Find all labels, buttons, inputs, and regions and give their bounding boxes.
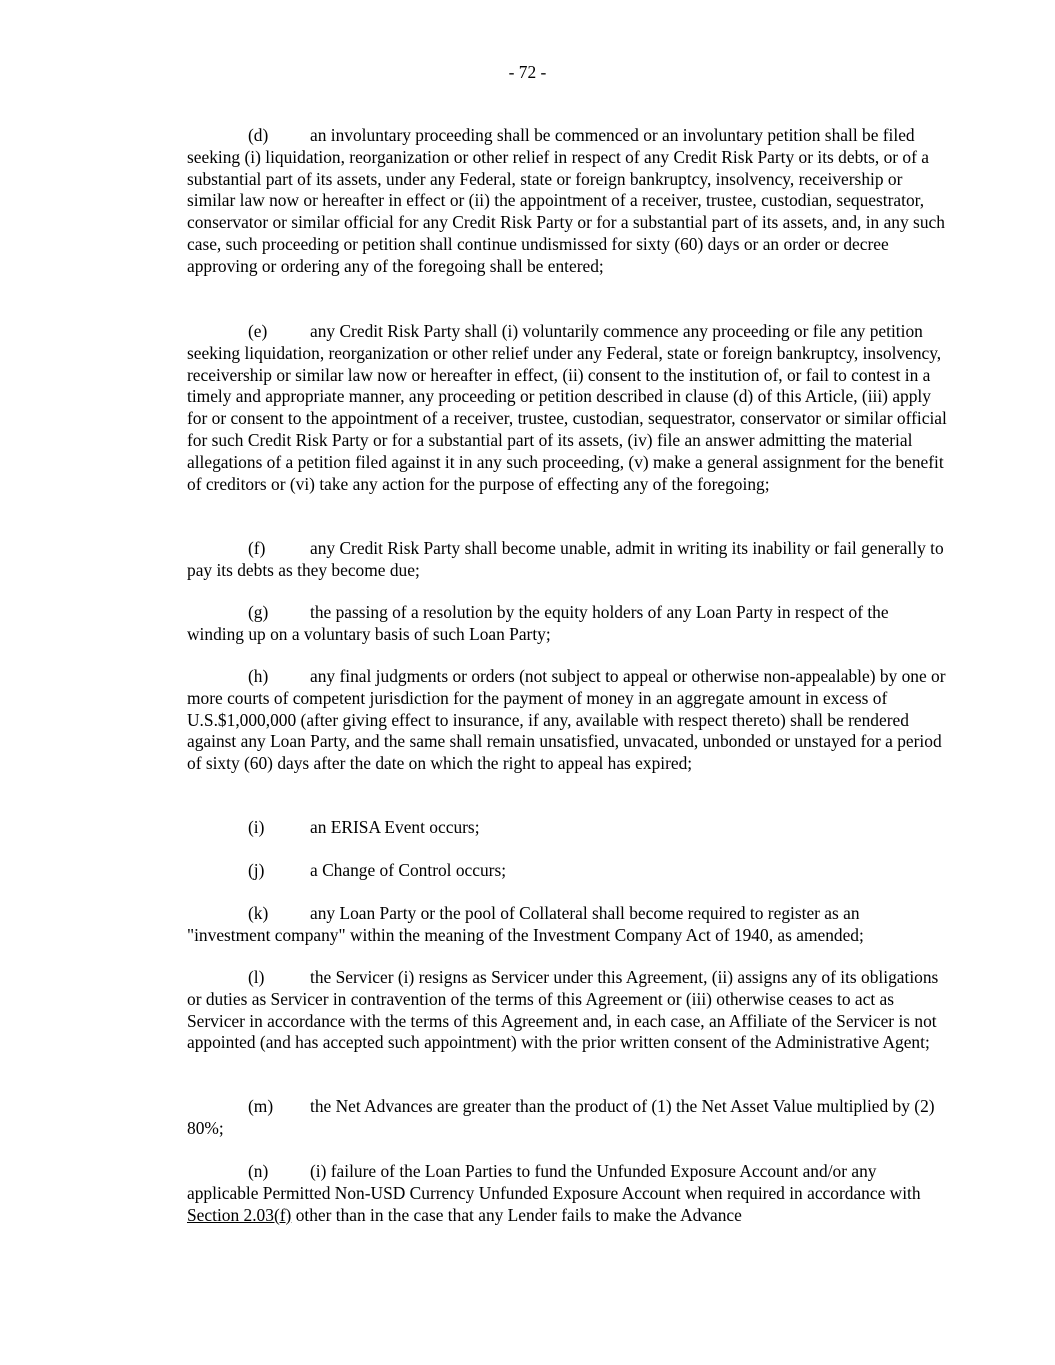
clause-label: (l): [248, 967, 265, 987]
clause-label: (i): [248, 817, 265, 837]
clause-text: any Credit Risk Party shall become unable, admit in writing its inability or fail generally to pay its debts as they become due;: [187, 538, 944, 580]
paragraph-d: [187, 125, 947, 278]
clause-label: (g): [248, 602, 269, 622]
paragraph-g: [187, 602, 947, 646]
clause-label: (k): [248, 903, 269, 923]
page-number: - 72 -: [508, 62, 547, 82]
clause-label: (e): [248, 321, 268, 341]
clause-text: a Change of Control occurs;: [310, 860, 507, 880]
clause-text: any Credit Risk Party shall (i) voluntarily commence any proceeding or file any petition seeking liquidation, reorganization or other relief under any Federal, state or foreign bankruptcy, insolvency, receivership or similar law now or hereafter in effect, (ii) consent to the institution of, or fail to contest in a timely and appropriate manner, any proceeding or petition described in clause (d) of this Article, (iii) apply for or consent to the appointment of a receiver, trustee, custodian, sequestrator, conservator or similar official for such Credit Risk Party or for a substantial part of its assets, (iv) file an answer admitting the material allegations of a petition filed against it in any such proceeding, (v) make a general assignment for the benefit of creditors or (vi) take any action for the purpose of effecting any of the foregoing;: [187, 321, 947, 494]
clause-text: the Net Advances are greater than the product of (1) the Net Asset Value multiplied by (2) 80%;: [187, 1096, 935, 1138]
paragraph-j: [187, 860, 947, 882]
paragraph-i: [187, 817, 947, 839]
clause-label: (d): [248, 125, 269, 145]
section-reference-link[interactable]: Section 2.03(f): [187, 1204, 292, 1225]
paragraph-f: [187, 538, 947, 582]
clause-text: (i) failure of the Loan Parties to fund the Unfunded Exposure Account and/or any applicable Permitted Non-USD Currency Unfunded Exposure Account when required in accordance with: [187, 1161, 921, 1203]
clause-label: (h): [248, 666, 269, 686]
clause-text: any final judgments or orders (not subject to appeal or otherwise non-appealable) by one or more courts of competent jurisdiction for the payment of money in an aggregate amount in excess of U.S.$1,000,000 (after giving effect to insurance, if any, available with respect thereto) shall be rendered against any Loan Party, and the same shall remain unsatisfied, unvacated, unbonded or unstayed for a period of sixty (60) days after the date on which the right to appeal has expired;: [187, 666, 946, 774]
clause-text: the passing of a resolution by the equity holders of any Loan Party in respect of the winding up on a voluntary basis of such Loan Party;: [187, 602, 889, 644]
clause-label: (j): [248, 860, 265, 880]
clause-label: (m): [248, 1096, 274, 1116]
clause-label: (n): [248, 1161, 269, 1181]
paragraph-h: [187, 666, 947, 775]
paragraph-e: [187, 321, 947, 495]
paragraph-l: [187, 967, 947, 1054]
paragraph-m: [187, 1096, 947, 1140]
clause-text: any Loan Party or the pool of Collateral shall become required to register as an "investment company" within the meaning of the Investment Company Act of 1940, as amended;: [187, 903, 864, 945]
clause-text: an ERISA Event occurs;: [310, 817, 480, 837]
paragraph-k: [187, 903, 947, 947]
clause-text-continued: other than in the case that any Lender fails to make the Advance: [295, 1204, 742, 1225]
paragraph-n: [187, 1161, 947, 1226]
clause-text: the Servicer (i) resigns as Servicer under this Agreement, (ii) assigns any of its obligations or duties as Servicer in contravention of the terms of this Agreement or (iii) otherwise ceases to act as Servicer in accordance with the terms of this Agreement and, in each case, an Affiliate of the Servicer is not appointed (and has accepted such appointment) with the prior written consent of the Administrative Agent;: [187, 967, 939, 1053]
clause-text: an involuntary proceeding shall be commenced or an involuntary petition shall be filed seeking (i) liquidation, reorganization or other relief in respect of any Credit Risk Party or its debts, or of a substantial part of its assets, under any Federal, state or foreign bankruptcy, insolvency, receivership or similar law now or hereafter in effect or (ii) the appointment of a receiver, trustee, custodian, sequestrator, conservator or similar official for any Credit Risk Party or for a substantial part of its assets, and, in any such case, such proceeding or petition shall continue undismissed for sixty (60) days or an order or decree approving or ordering any of the foregoing shall be entered;: [187, 125, 945, 276]
clause-label: (f): [248, 538, 266, 558]
